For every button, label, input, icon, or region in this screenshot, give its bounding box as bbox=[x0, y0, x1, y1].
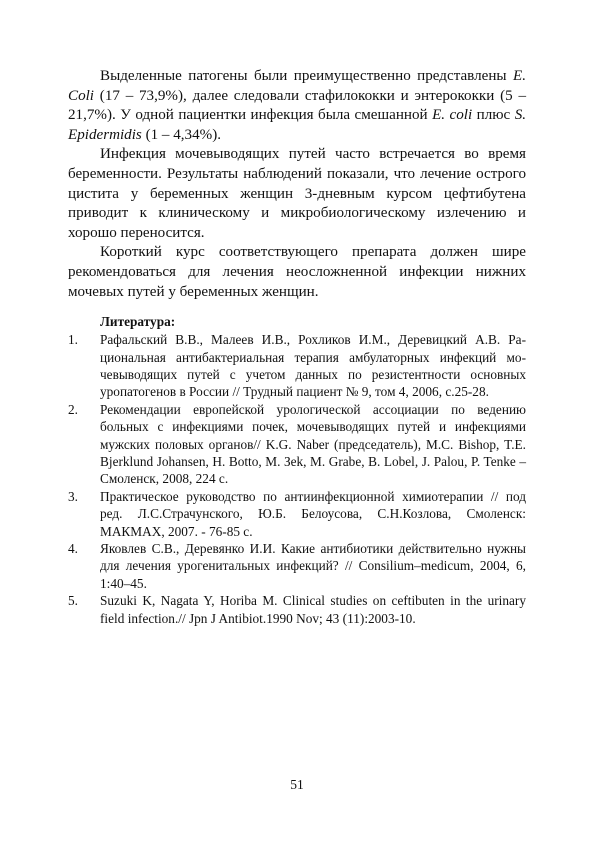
italic-term: E. Coli bbox=[68, 68, 526, 104]
body-paragraph bbox=[68, 67, 526, 145]
reference-number: 2. bbox=[68, 401, 78, 417]
text-run: плюс bbox=[472, 107, 515, 124]
text-run: Короткий курс соответствующего препарата должен шире рекомендоваться для лечения неосложненной инфекции нижних мочевых путей у беременных женщин. bbox=[68, 244, 526, 300]
italic-term: E. coli bbox=[432, 107, 473, 124]
reference-item bbox=[68, 331, 526, 401]
reference-number: 3. bbox=[68, 488, 78, 504]
italic-term: S. Epidermidis bbox=[68, 107, 527, 143]
reference-number: 1. bbox=[68, 332, 78, 348]
reference-text: Рафальский В.В., Малеев И.В., Рохликов И.М., Деревицкий А.В. Рациональная антибактериальная терапия амбулаторных инфекций мочевыводящих путей с учетом данных по резистентности основных уропатогенов в России // Трудный пациент № 9, том 4, 2006, с.25-28. bbox=[100, 332, 526, 400]
reference-number: 5. bbox=[68, 593, 78, 609]
text-run: далее следовали стафилококки и энтерококки (5 – 21,7%). У одной пациентки инфекция была смешанной bbox=[68, 87, 526, 124]
reference-item bbox=[68, 488, 526, 540]
body-paragraph bbox=[68, 145, 526, 243]
paragraph-list bbox=[68, 67, 526, 302]
page-number: 51 bbox=[290, 777, 304, 792]
references-title: Литература: bbox=[100, 314, 176, 330]
text-run: Выделенные патогены были преимущественно представлены bbox=[100, 68, 513, 84]
reference-number: 4. bbox=[68, 541, 78, 556]
reference-item bbox=[68, 401, 526, 488]
reference-text: Яковлев С.В., Деревянко И.И. Какие антибиотики действительно нужны для лечения урогенитальных инфекций? // Consilium–medicum, 2004, 6, 1:40–45. bbox=[100, 541, 526, 591]
text-run: (17 – 73,9%) bbox=[94, 87, 184, 104]
reference-text: Рекомендации европейской урологической ассоциации по ведению больных с инфекциями почек, мочевыводящих путей и инфекциями мужских половых органов// K.G. Naber (председатель), M.C. Bishop, T.E. Bjerklund Johansen, H. Botto, M. Зek, M. Grabe, B. Lobel, J. Palou, P. Tenke – Смоленск, 2008, 224 с. bbox=[100, 401, 526, 487]
reference-item bbox=[68, 592, 526, 627]
body-text bbox=[68, 67, 526, 627]
italic-term: , bbox=[183, 87, 187, 104]
reference-text: Suzuki K, Nagata Y, Horiba M. Clinical studies on ceftibuten in the urinary field infection.// Jpn J Antibiot.1990 Nov; 43 (11):2003-10. bbox=[100, 593, 526, 626]
body-paragraph bbox=[68, 243, 526, 302]
reference-item bbox=[68, 540, 526, 592]
text-run: Инфекция мочевыводящих путей часто встречается во время беременности. Результаты наблюдений показали, что лечение острого цистита у беременных женщин 3-дневным курсом цефтибутена приводит к клиническому и микробиологическому излечению и хорошо переносится. bbox=[68, 146, 526, 241]
reference-text: Практическое руководство по антиинфекционной химиотерапии // под ред. Л.С.Страчунского, Ю.Б. Белоусова, С.Н.Козлова, Смоленск: МАКМАХ, 2007. - 76-85 с. bbox=[100, 488, 526, 539]
text-run: (1 – 4,34%). bbox=[141, 126, 222, 143]
references-list bbox=[68, 331, 526, 627]
